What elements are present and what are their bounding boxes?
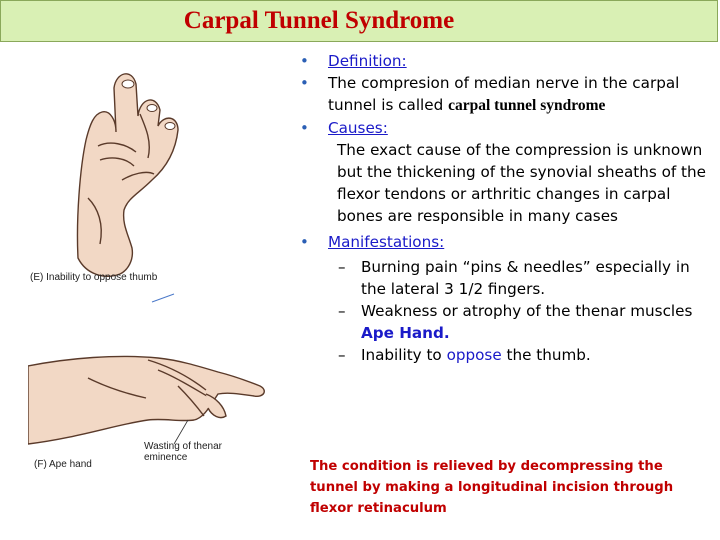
list-item-manifestations <box>300 231 718 253</box>
label-wasting: Wasting of thenar eminence <box>144 441 223 463</box>
hand-illustration <box>28 48 276 484</box>
label-e: (E) Inability to oppose thumb <box>30 272 158 283</box>
bullet-icon: • <box>300 52 309 70</box>
bullet-icon: • <box>300 74 309 92</box>
hand-f-drawing <box>28 356 264 444</box>
dash-icon: – <box>338 302 346 320</box>
dash-icon: – <box>338 258 346 276</box>
manifestation-item-3-end: the thumb. <box>501 346 591 364</box>
dash-icon: – <box>338 346 346 364</box>
definition-text: The compresion of median nerve in the carpal tunnel is called <box>328 74 680 114</box>
causes-heading: Causes: <box>328 119 388 137</box>
list-item-definition <box>300 50 718 72</box>
hand-e-drawing <box>77 74 178 276</box>
manifestation-item <box>300 344 718 366</box>
title-bar <box>0 0 718 42</box>
oppose-term: oppose <box>446 346 502 364</box>
hand-drawing <box>28 48 276 484</box>
label-f: (F) Ape hand <box>34 459 92 470</box>
definition-heading: Definition: <box>328 52 407 70</box>
manifestation-item <box>300 256 718 300</box>
bullet-icon: • <box>300 119 309 137</box>
manifestation-item-2: Weakness or atrophy of the thenar muscles <box>361 302 693 320</box>
treatment-note: The condition is relieved by decompressing the tunnel by making a longitudinal incision through flexor retinaculum <box>310 459 674 516</box>
slide-title: Carpal Tunnel Syndrome <box>183 7 455 34</box>
causes-text: The exact cause of the compression is unknown but the thickening of the synovial sheaths of the flexor tendons or arthritic changes in carpal bones are responsible in many cases <box>337 141 706 225</box>
manifestation-item-3-start: Inability to <box>361 346 447 364</box>
list-item-causes <box>300 117 718 139</box>
content-list <box>300 50 718 366</box>
definition-term: carpal tunnel syndrome <box>448 97 606 114</box>
ape-hand-term: Ape Hand. <box>361 324 450 342</box>
list-item-definition-text <box>300 72 718 117</box>
manifestation-item <box>300 300 718 344</box>
manifestations-heading: Manifestations: <box>328 233 445 251</box>
bullet-icon: • <box>300 233 309 251</box>
manifestation-item-1: Burning pain “pins & needles” especially in the lateral 3 1/2 fingers. <box>361 258 690 298</box>
